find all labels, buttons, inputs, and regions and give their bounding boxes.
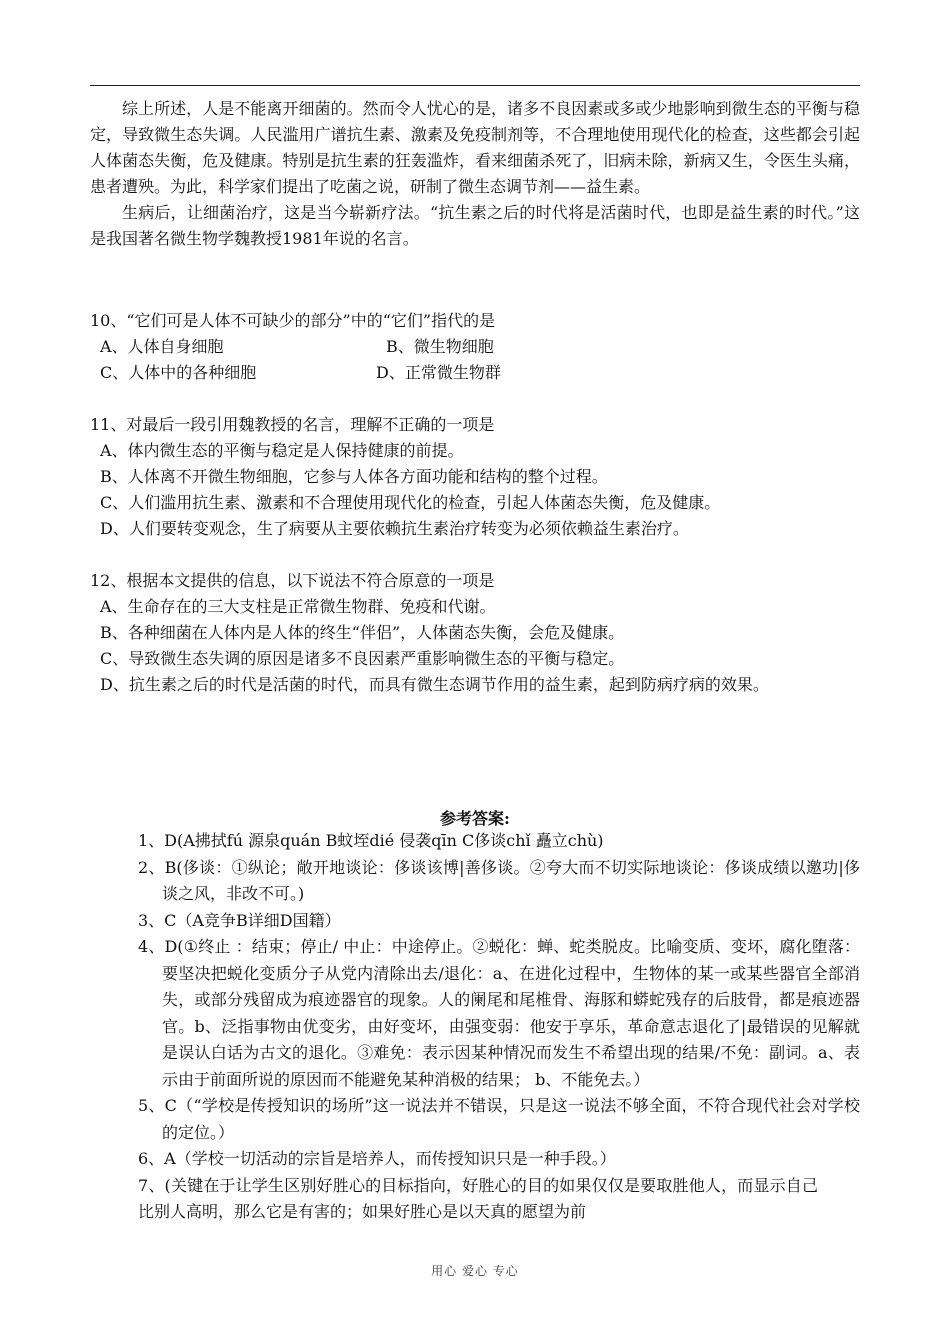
question-12-option-d: D、抗生素之后的时代是活菌的时代，而具有微生态调节作用的益生素，起到防病疗病的效果。	[100, 675, 769, 694]
answer-item-2: 2、B(侈谈：①纵论；敞开地谈论：侈谈该博|善侈谈。②夸大而不切实际地谈论：侈谈成绩以邀功|侈谈之风，非改不可。)	[138, 857, 860, 903]
question-11-option-c: C、人们滥用抗生素、激素和不合理使用现代化的检查，引起人体菌态失衡，危及健康。	[100, 493, 721, 512]
question-11	[90, 412, 860, 542]
question-12-option-c: C、导致微生态失调的原因是诸多不良因素严重影响微生态的平衡与稳定。	[100, 649, 625, 668]
question-10-options-row-2	[90, 360, 860, 386]
question-12-option-b: B、各种细菌在人体内是人体的终生“伴侣”，人体菌态失衡，会危及健康。	[100, 623, 625, 642]
question-10-option-c: C、人体中的各种细胞	[100, 363, 257, 382]
answer-item-4: 4、D(①终止 ：结束；停止/ 中止：中途停止。②蜕化：蝉、蛇类脱皮。比喻变质、变坏，腐化堕落：要坚决把蜕化变质分子从党内清除出去/退化：a、在进化过程中，生物体的某一或某些器官全部消失，或部分残留成为痕迹器官的现象。人的阑尾和尾椎骨、海豚和蟒蛇残存的后肢骨，都是痕迹器官。b、泛指事物由优变劣，由好变坏，由强变弱：他安于享乐，革命意志退化了|最错误的见解就是误认白话为古文的退化。③难免：表示因某种情况而发生不希望出现的结果/不免：副词。a、表示由于前面所说的原因而不能避免某种消极的结果； b、不能免去。）	[138, 937, 860, 1089]
question-10-stem: 10、“它们可是人体不可缺少的部分”中的“它们”指代的是	[90, 311, 496, 330]
page-footer: 用心 爱心 专心	[431, 1264, 519, 1278]
question-12-stem: 12、根据本文提供的信息，以下说法不符合原意的一项是	[90, 571, 495, 590]
question-11-option-d: D、人们要转变观念，生了病要从主要依赖抗生素治疗转变为必须依赖益生素治疗。	[100, 519, 689, 538]
header-rule	[90, 85, 860, 86]
question-11-stem: 11、对最后一段引用魏教授的名言，理解不正确的一项是	[90, 415, 495, 434]
answer-item-7: 7、(关键在于让学生区别好胜心的目标指向，好胜心的目的如果仅仅是要取胜他人，而显示自己比别人高明，那么它是有害的；如果好胜心是以天真的愿望为前	[138, 1175, 818, 1221]
answer-item-6: 6、A（学校一切活动的宗旨是培养人，而传授知识只是一种手段。）	[138, 1149, 616, 1168]
question-10-option-a: A、人体自身细胞	[100, 337, 224, 356]
question-10-options-row-1	[90, 334, 860, 360]
question-10-option-d: D、正常微生物群	[376, 363, 501, 382]
answers-title: 参考答案:	[440, 809, 510, 828]
question-10-option-b: B、微生物细胞	[386, 337, 494, 356]
passage-paragraph-2: 生病后，让细菌治疗，这是当今崭新疗法。“抗生素之后的时代将是活菌时代，也即是益生素的时代。”这是我国著名微生物学魏教授1981年说的名言。	[90, 203, 860, 248]
answer-item-1: 1、D(A拂拭fú 源泉quán B蚊垤dié 侵袭qīn C侈谈chǐ 矗立chù)	[138, 831, 604, 850]
question-10	[90, 308, 860, 386]
passage-paragraph-1: 综上所述，人是不能离开细菌的。然而令人忧心的是，诸多不良因素或多或少地影响到微生态的平衡与稳定，导致微生态失调。人民滥用广谱抗生素、激素及免疫制剂等，不合理地使用现代化的检查，这些都会引起人体菌态失衡，危及健康。特别是抗生素的狂轰滥炸，看来细菌杀死了，旧病未除，新病又生，令医生头痛，患者遭殃。为此，科学家们提出了吃菌之说，研制了微生态调节剂——益生素。	[90, 99, 860, 196]
question-12	[90, 568, 860, 698]
passage	[90, 96, 860, 252]
question-11-option-a: A、体内微生态的平衡与稳定是人保持健康的前提。	[100, 441, 464, 460]
answer-item-3: 3、C（A竞争B详细D国籍）	[138, 910, 341, 930]
answer-item-5: 5、C（“学校是传授知识的场所”这一说法并不错误，只是这一说法不够全面，不符合现代社会对学校的定位。）	[138, 1096, 860, 1142]
question-11-option-b: B、人体离不开微生物细胞，它参与人体各方面功能和结构的整个过程。	[100, 467, 608, 486]
question-12-option-a: A、生命存在的三大支柱是正常微生物群、免疫和代谢。	[100, 597, 496, 616]
answers-list	[138, 828, 860, 1226]
